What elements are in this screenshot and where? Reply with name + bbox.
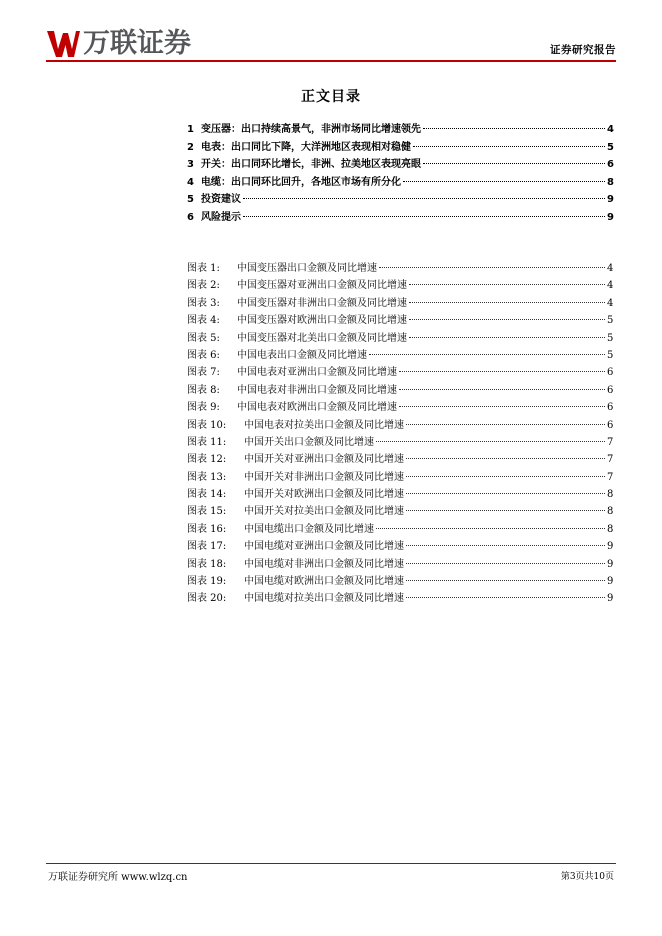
- toc-entry[interactable]: [187, 173, 613, 191]
- figure-page: 8: [607, 523, 614, 535]
- toc-entry[interactable]: [187, 208, 613, 226]
- figure-title: 中国开关对欧洲出口金额及同比增速: [244, 489, 404, 501]
- toc-entry-title: 开关：出口同环比增长，非洲、拉美地区表现亮眼: [201, 159, 421, 170]
- figure-entry[interactable]: [187, 329, 613, 346]
- figure-label: 图表 17:: [187, 541, 227, 553]
- figure-title: 中国电缆对亚洲出口金额及同比增速: [244, 541, 404, 553]
- figure-title: 中国电表对非洲出口金额及同比增速: [237, 384, 397, 396]
- figure-page: 4: [607, 297, 614, 309]
- figure-title: 中国变压器对欧洲出口金额及同比增速: [237, 315, 407, 327]
- figure-title: 中国电缆出口金额及同比增速: [244, 523, 374, 535]
- toc-entry-title: 电缆：出口同环比回升，各地区市场有所分化: [201, 176, 401, 188]
- dot-leader: [413, 146, 605, 147]
- figure-entry[interactable]: [187, 433, 613, 450]
- figure-label: 图表 13:: [187, 471, 227, 483]
- figure-title: 中国电表对亚洲出口金额及同比增速: [237, 367, 397, 379]
- figure-entry[interactable]: [187, 520, 613, 537]
- figure-entry[interactable]: [187, 502, 613, 519]
- figure-title: 中国开关对拉美出口金额及同比增速: [244, 506, 404, 518]
- figure-entry[interactable]: [187, 572, 613, 589]
- figure-label: 图表 18:: [187, 558, 227, 570]
- toc-entry-page: 9: [607, 194, 614, 205]
- figure-page: 7: [607, 436, 614, 448]
- figure-label: 图表 15:: [187, 506, 227, 518]
- figure-title: 中国电缆对非洲出口金额及同比增速: [244, 558, 404, 570]
- toc-entry-number: 2: [187, 141, 194, 153]
- figure-page: 6: [607, 419, 614, 431]
- figure-entry[interactable]: [187, 346, 613, 363]
- dot-leader: [409, 284, 605, 285]
- dot-leader: [406, 493, 605, 494]
- dot-leader: [369, 354, 605, 355]
- figure-entry[interactable]: [187, 363, 613, 380]
- figure-label: 图表 4:: [187, 315, 220, 327]
- page-number: 第3页共10页: [560, 872, 614, 882]
- dot-leader: [399, 371, 605, 372]
- figure-page: 6: [607, 402, 614, 414]
- dot-leader: [409, 337, 605, 338]
- dot-leader: [406, 458, 605, 459]
- dot-leader: [243, 216, 605, 217]
- figure-entry[interactable]: [187, 555, 613, 572]
- dot-leader: [406, 563, 605, 564]
- wanlian-w-logo-icon: [46, 28, 80, 60]
- figure-title: 中国电缆对拉美出口金额及同比增速: [244, 593, 404, 605]
- toc-entry-page: 4: [607, 124, 614, 135]
- figure-label: 图表 2:: [187, 280, 220, 292]
- figure-page: 6: [607, 384, 614, 396]
- toc-entry[interactable]: [187, 138, 613, 156]
- dot-leader: [423, 128, 605, 129]
- figure-entry[interactable]: [187, 485, 613, 502]
- figure-title: 中国开关对非洲出口金额及同比增速: [244, 471, 404, 483]
- dot-leader: [403, 181, 605, 182]
- toc-entry-page: 6: [607, 159, 614, 170]
- dot-leader: [399, 389, 605, 390]
- figure-page: 5: [607, 349, 614, 361]
- dot-leader: [406, 424, 605, 425]
- figure-label: 图表 6:: [187, 349, 220, 361]
- figure-label: 图表 5:: [187, 332, 220, 344]
- figure-title: 中国变压器对北美出口金额及同比增速: [237, 332, 407, 344]
- toc-entry-title: 投资建议: [201, 194, 241, 205]
- figure-page: 7: [607, 471, 614, 483]
- figure-entry[interactable]: [187, 468, 613, 485]
- dot-leader: [406, 510, 605, 511]
- figure-title: 中国变压器出口金额及同比增速: [237, 263, 377, 274]
- figure-entry[interactable]: [187, 589, 613, 606]
- toc-entry-page: 9: [607, 211, 614, 223]
- figure-label: 图表 1:: [187, 263, 220, 274]
- figure-entry[interactable]: [187, 450, 613, 467]
- toc-entry-title: 风险提示: [201, 211, 241, 223]
- dot-leader: [409, 319, 605, 320]
- figure-entry[interactable]: [187, 398, 613, 415]
- figure-title: 中国电表出口金额及同比增速: [237, 349, 367, 361]
- figure-label: 图表 3:: [187, 297, 220, 309]
- toc-entry-number: 5: [187, 194, 194, 205]
- figure-page: 6: [607, 367, 614, 379]
- figure-label: 图表 10:: [187, 419, 227, 431]
- dot-leader: [406, 476, 605, 477]
- toc-entry[interactable]: [187, 190, 613, 208]
- toc-entry-title: 电表：出口同比下降，大洋洲地区表现相对稳健: [201, 141, 411, 153]
- dot-leader: [406, 597, 605, 598]
- figure-page: 9: [607, 541, 614, 553]
- figure-page: 4: [607, 263, 614, 274]
- toc-entry-number: 3: [187, 159, 194, 170]
- brand-logo: [46, 24, 191, 64]
- toc-entry-page: 8: [607, 176, 614, 188]
- toc-entry-number: 6: [187, 211, 194, 223]
- dot-leader: [399, 406, 605, 407]
- footer-divider: [46, 863, 616, 864]
- figure-label: 图表 14:: [187, 489, 227, 501]
- figure-label: 图表 11:: [187, 436, 227, 448]
- toc-entry[interactable]: [187, 120, 613, 138]
- figure-page: 9: [607, 593, 614, 605]
- figure-entry[interactable]: [187, 311, 613, 328]
- figure-entry[interactable]: [187, 276, 613, 293]
- figure-title: 中国开关出口金额及同比增速: [244, 436, 374, 448]
- figure-page: 5: [607, 332, 614, 344]
- figure-page: 7: [607, 454, 614, 466]
- figure-label: 图表 7:: [187, 367, 220, 379]
- report-type-label: 证券研究报告: [550, 44, 616, 56]
- dot-leader: [406, 580, 605, 581]
- figure-entry[interactable]: [187, 381, 613, 398]
- figure-page: 9: [607, 576, 614, 588]
- figure-page: 9: [607, 558, 614, 570]
- figure-entry[interactable]: [187, 416, 613, 433]
- dot-leader: [243, 198, 605, 199]
- brand-name: 万联证券: [83, 28, 191, 59]
- figure-label: 图表 8:: [187, 384, 220, 396]
- figure-title: 中国开关对亚洲出口金额及同比增速: [244, 454, 404, 466]
- figure-page: 8: [607, 506, 614, 518]
- figure-title: 中国电表对拉美出口金额及同比增速: [244, 419, 404, 431]
- toc-entry-number: 4: [187, 176, 194, 188]
- figure-list: [187, 259, 613, 607]
- figure-title: 中国变压器对亚洲出口金额及同比增速: [237, 280, 407, 292]
- figure-page: 4: [607, 280, 614, 292]
- dot-leader: [409, 302, 605, 303]
- toc-entry-page: 5: [607, 141, 614, 153]
- figure-label: 图表 12:: [187, 454, 227, 466]
- dot-leader: [406, 545, 605, 546]
- dot-leader: [423, 163, 605, 164]
- figure-title: 中国电表对欧洲出口金额及同比增速: [237, 402, 397, 414]
- figure-title: 中国电缆对欧洲出口金额及同比增速: [244, 576, 404, 588]
- figure-entry[interactable]: [187, 259, 613, 276]
- figure-page: 8: [607, 489, 614, 501]
- figure-page: 5: [607, 315, 614, 327]
- figure-entry[interactable]: [187, 294, 613, 311]
- page-header: [0, 0, 662, 72]
- toc-entry-number: 1: [187, 124, 194, 135]
- toc-entry-title: 变压器：出口持续高景气，非洲市场同比增速领先: [201, 124, 421, 135]
- footer-source: 万联证券研究所 www.wlzq.cn: [48, 872, 188, 883]
- figure-title: 中国变压器对非洲出口金额及同比增速: [237, 297, 407, 309]
- toc-entry[interactable]: [187, 155, 613, 173]
- header-divider: [46, 60, 616, 62]
- figure-entry[interactable]: [187, 537, 613, 554]
- figure-label: 图表 19:: [187, 576, 227, 588]
- dot-leader: [379, 267, 605, 268]
- figure-label: 图表 20:: [187, 593, 227, 605]
- figure-label: 图表 16:: [187, 523, 227, 535]
- figure-label: 图表 9:: [187, 402, 220, 414]
- toc-title: 正文目录: [301, 89, 361, 105]
- table-of-contents: [187, 120, 613, 225]
- dot-leader: [376, 528, 605, 529]
- dot-leader: [376, 441, 605, 442]
